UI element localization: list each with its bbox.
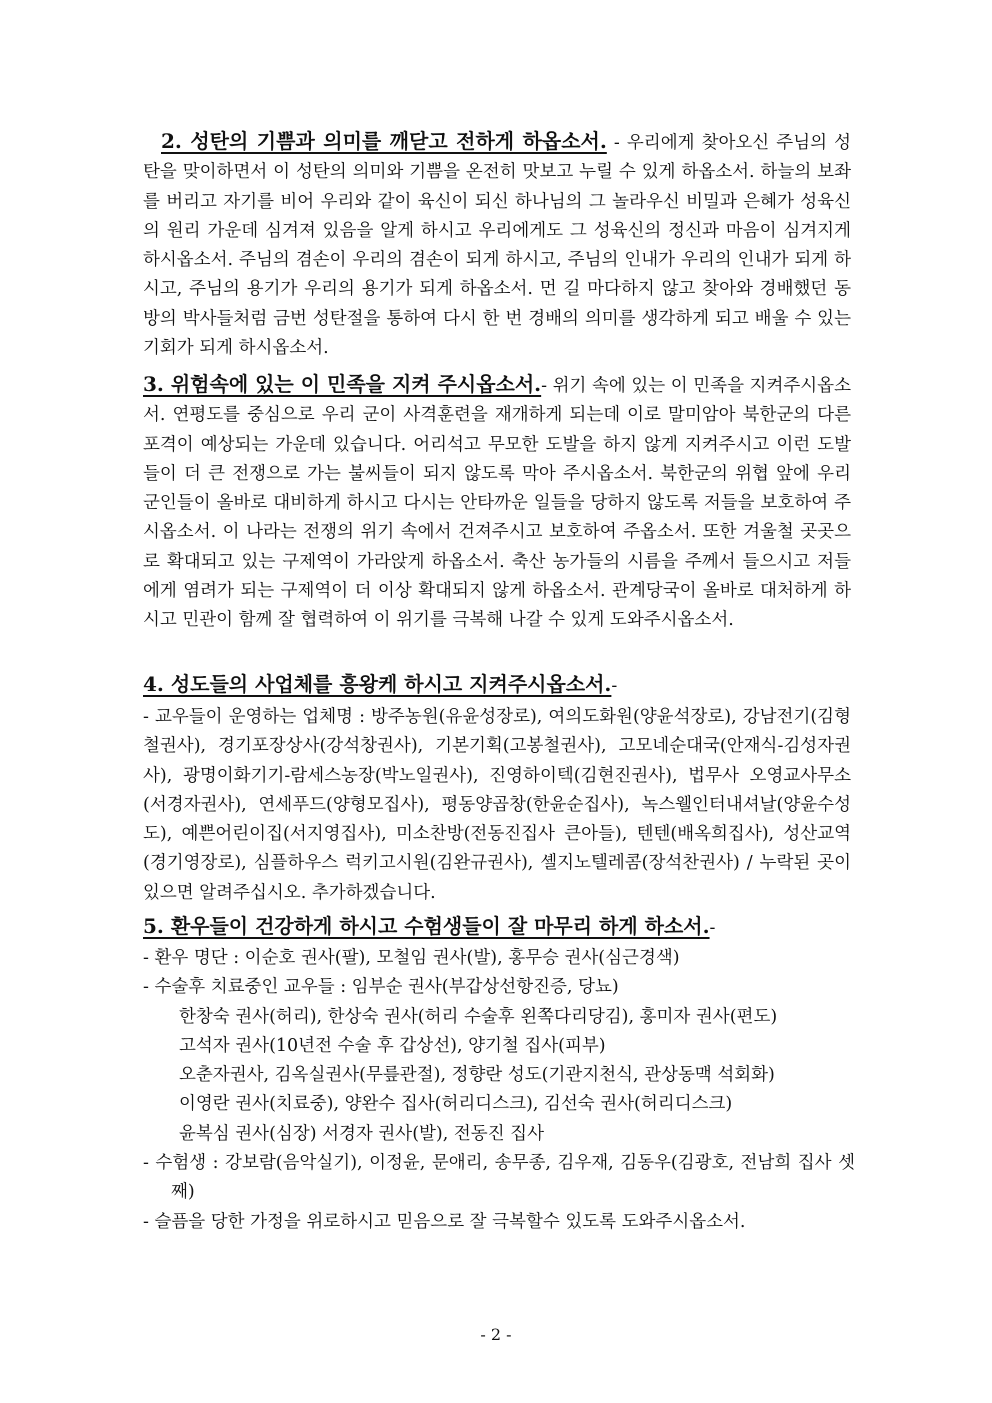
list-item: - 수험생 : 강보람(음악실기), 이정윤, 문애리, 송무종, 김우재, 김동우(김광호, 전남희 집사 셋째) <box>143 1153 855 1203</box>
page-number: - 2 - <box>480 1325 512 1344</box>
list-item: 윤복심 권사(심장) 서경자 권사(발), 전동진 집사 <box>179 1123 544 1144</box>
list-item: - 환우 명단 : 이순호 권사(팔), 모철임 권사(발), 홍무승 권사(심근경색) <box>143 948 680 968</box>
section-5-heading-para <box>143 912 863 943</box>
section-body: - 위기 속에 있는 이 민족을 지켜주시옵소서. 연평도를 중심으로 우리 군이 사격훈련을 재개하게 되는데 이로 말미암아 북한군의 다른 포격이 예상되는 가운데 있습니다. 어리석고 무모한 도발을 하지 않게 지켜주시고 이런 도발들이 더 큰 전쟁으로 가는 불씨들이 되지 않도록 막아 주시옵소서. 북한군의 위협 앞에 우리 군인들이 올바로 대비하게 하시고 다시는 안타까운 일들을 당하지 않도록 저들을 보호하여 주시옵소서. 이 나라는 전쟁의 위기 속에서 건져주시고 보호하여 주옵소서. 또한 겨울철 곳곳으로 확대되고 있는 구제역이 가라앉게 하옵소서. 축산 농가들의 시름을 주께서 들으시고 저들에게 염려가 되는 구제역이 더 이상 확대되지 않게 하옵소서. 관계당국이 올바로 대처하게 하시고 민관이 함께 잘 협력하여 이 위기를 극복해 나갈 수 있게 도와주시옵소서. <box>143 376 851 631</box>
list-item: 이영란 권사(치료중), 양완수 집사(허리디스크), 김선숙 권사(허리디스크) <box>179 1094 733 1115</box>
section-2 <box>143 127 851 363</box>
list-item: 오춘자권사, 김옥실권사(무릎관절), 정향란 성도(기관지천식, 관상동맥 석회화) <box>179 1065 775 1086</box>
list-item: 고석자 권사(10년전 수술 후 갑상선), 양기철 집사(피부) <box>179 1035 606 1056</box>
section-body: - 우리에게 찾아오신 주님의 성탄을 맞이하면서 이 성탄의 의미와 기쁨을 온전히 맛보고 누릴 수 있게 하옵소서. 하늘의 보좌를 버리고 자기를 비어 우리와 같이 육신이 되신 하나님의 그 놀라우신 비밀과 은혜가 성육신의 원리 가운데 심겨져 있음을 알게 하시고 우리에게도 그 성육신의 정신과 마음이 심겨지게 하시옵소서. 주님의 겸손이 우리의 겸손이 되게 하시고, 주님의 인내가 우리의 인내가 되게 하시고, 주님의 용기가 우리의 용기가 되게 하옵소서. 먼 길 마다하지 않고 찾아와 경배했던 동방의 박사들처럼 금번 성탄절을 통하여 다시 한 번 경배의 의미를 생각하게 되고 배울 수 있는 기회가 되게 하시옵소서. <box>143 133 851 359</box>
section-3 <box>143 370 851 636</box>
section-dash: - <box>611 676 618 696</box>
section-heading: 4. 성도들의 사업체를 흥왕케 하시고 지켜주시옵소서. <box>143 672 612 696</box>
section-heading: 2. 성탄의 기쁨과 의미를 깨닫고 전하게 하옵소서. <box>161 129 607 153</box>
list-item: - 슬픔을 당한 가정을 위로하시고 믿음으로 잘 극복할수 있도록 도와주시옵소서. <box>143 1211 746 1232</box>
list-item: 한창숙 권사(허리), 한상숙 권사(허리 수술후 왼쪽다리당김), 홍미자 권사(편도) <box>179 1006 778 1027</box>
section-heading: 5. 환우들이 건강하게 하시고 수험생들이 잘 마무리 하게 하소서. <box>143 914 710 938</box>
section-4-body: - 교우들이 운영하는 업체명 : 방주농원(유윤성장로), 여의도화원(양윤석장로), 강남전기(김형철권사), 경기포장상사(강석창권사), 기본기획(고봉철권사), 고모네순대국(안재식-김성자권사), 광명이화기기-람세스농장(박노일권사), 진영하이텍(김현진권사), 법무사 오영교사무소(서경자권사), 연세푸드(양형모집사), 평동양곱창(한윤순집사), 녹스웰인터내셔날(양윤수성도), 예쁜어린이집(서지영집사), 미소찬방(전동진집사 큰아들), 텐텐(배옥희집사), 성산교역(경기영장로), 심플하우스 럭키고시원(김완규권사), 셸지노텔레콤(장석찬권사) / 누락된 곳이 있으면 알려주십시오. 추가하겠습니다. <box>143 707 851 903</box>
list-item: - 수술후 치료중인 교우들 : 임부순 권사(부갑상선항진증, 당뇨) <box>143 977 619 998</box>
section-5-list <box>143 944 855 1237</box>
section-heading: 3. 위험속에 있는 이 민족을 지켜 주시옵소서. <box>143 372 542 396</box>
section-4-heading-para <box>143 670 851 701</box>
section-dash: - <box>709 918 716 938</box>
